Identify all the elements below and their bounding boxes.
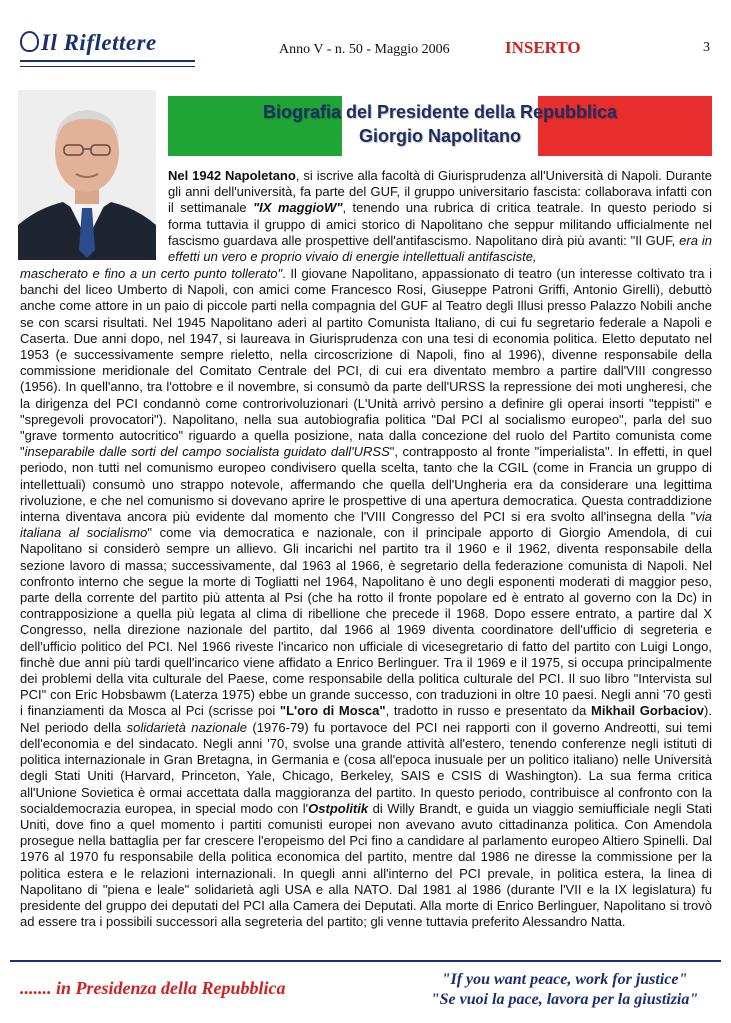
footer-section-label: ....... in Presidenza della Repubblica xyxy=(20,978,286,998)
text-run: Ostpolitik xyxy=(308,800,369,816)
footer-quote-italian: "Se vuoi la pace, lavora per la giustizia" xyxy=(430,991,699,1008)
page-header xyxy=(0,0,731,70)
logo-mark-icon xyxy=(20,31,39,52)
footer-quote xyxy=(418,970,711,1010)
newsletter-logo xyxy=(20,30,157,56)
text-run: , tenendo una rubrica di critica teatrale. In questo periodo si forma tuttavia il gruppo di amici storico di Napolitano che seppur militando ufficialmente nel fascismo guardava alle prospettive dell'antifascismo. Napolitano dirà più avanti: "Il GUF, xyxy=(168,200,712,248)
text-run: solidarietà nazionale xyxy=(126,719,247,735)
text-run: Mikhail Gorbaciov xyxy=(591,703,705,719)
title-line-2: Giorgio Napolitano xyxy=(359,126,521,146)
portrait-illustration xyxy=(18,90,156,260)
text-run: ). Nel periodo della xyxy=(20,703,712,735)
text-run: " come via democratica e nazionale, con il principale apporto di Giorgio Amendola, di cui Napolitano si considerò sempre un allievo. Gli incarichi nel partito tra il 1960 e il 1962, diventa responsabile della sezione lavoro di massa; successivamente, dal 1963 al 1966, è segretario della federazione comunista di Napoli. Nel confronto interno che segue la morte di Togliatti nel 1964, Napolitano è uno degli esponenti moderati di maggior peso, parte della corrente del partito più attenta al Psi (che ha rotto il fronte popolare ed è entrato al governo con la Dc) in contrapposizione a quella più legata al clima di ribellione che precede il 1968. Dopo essere entrato, a partire dal X Congresso, nella direzione nazionale del partito, dal 1966 al 1969 diventa coordinatore dell'ufficio di segreteria e dell'ufficio politico del PCI. Nel 1966 riveste l'incarico non ufficiale di vicesegretario di fatto del partito con Luigi Longo, finchè due anni più tardi quell'incarico viene affidato a Enrico Berlinguer. Tra il 1969 e il 1975, si occupa principalmente dei problemi della vita culturale del Paese, come responsabile della politica culturale del PCI. Il suo libro "Intervista sul PCI" con Eric Hobsbawm (Laterza 1975) ebbe un grande successo, con traduzioni in oltre 10 paesi. Negli anni '70 gestì i finanziamenti da Mosca al Pci (scrisse poi xyxy=(20,525,712,719)
text-run: mascherato e fino a un certo punto tollerato" xyxy=(20,266,283,281)
page-number: 3 xyxy=(703,40,710,55)
inserto-label: INSERTO xyxy=(505,38,581,57)
text-run: (1976-79) fu portavoce del PCI nei rapporti con il governo Andreotti, sui temi dell'economia e del sindacato. Negli anni '70, svolse una grande attività all'estero, tenendo conferenze negli istituti di politica internazionale in Gran Bretagna, in Germania e (cosa all'epoca inusuale per un politico italiano) nelle Università degli Stati Uniti (Harvard, Princeton, Yale, Chicago, Berkeley, SAIS e CSIS di Washington). La sua ferma critica all'Unione Sovietica è ormai accettata dalla maggioranza del partito. In questo periodo, contribuisce al confronto con la socialdemocrazia europea, in special modo con l' xyxy=(20,719,712,816)
footer-quote-english: "If you want peace, work for justice" xyxy=(441,971,688,988)
text-run: Nel 1942 Napoletano xyxy=(168,168,296,183)
bio-paragraph-1 xyxy=(168,168,712,265)
logo-underline xyxy=(20,60,195,67)
footer-divider xyxy=(10,960,721,962)
bio-paragraph-2 xyxy=(20,266,712,930)
logo-text: Il Riflettere xyxy=(41,30,157,55)
text-run: inseparabile dalle sorti del campo socialista guidato dall'URSS xyxy=(24,444,390,460)
portrait-photo xyxy=(18,90,156,260)
text-run: "L'oro di Mosca" xyxy=(279,703,386,719)
text-run: via italiana al socialismo xyxy=(20,509,712,541)
title-line-1: Biografia del Presidente della Repubblica xyxy=(262,102,618,122)
issue-info: Anno V - n. 50 - Maggio 2006 xyxy=(279,42,450,57)
text-run: . Il giovane Napolitano, appassionato di teatro (un interesse coltivato tra i banchi del liceo Umberto di Napoli, con amici come Francesco Rosi, Giuseppe Patroni Griffi, Antonio Girelli), debuttò anche come attore in un paio di piccole parti nella compagnia del GUF al Teatro degli Illusi presso Palazzo Nobili anche se con scarsi risultati. Nel 1945 Napolitano aderì al partito Comunista Italiano, di cui fu segretario federale a Napoli e Caserta. Due anni dopo, nel 1947, si laureava in Giurisprudenza con una tesi di economia politica. Eletto deputato nel 1953 (e successivamente sempre rieletto, nella circoscrizione di Napoli, fino al 1996), divenne responsabile della commissione meridionale del Comitato Centrale del PCI, di cui era diventato membro a partire dall'VIII congresso (1956). In quell'anno, tra l'ottobre e il novembre, si consumò da parte dell'URSS la repressione dei moti ungheresi, che la dirigenza del PCI condannò come controrivoluzionari (L'Unità arrivò persino a definire gli operai insorti "teppisti" e "spregevoli provocatori"). Napolitano, nella sua autobiografia politica "Dal PCI al socialismo europeo", parla del suo "grave tormento autocritico" riguardo a quella posizione, nata dalla concezione del ruolo del Partito comunista come " xyxy=(20,266,712,460)
text-run: di Willy Brandt, e guida un viaggio semiufficiale negli Stati Uniti, dove fino a quel momento i partiti comunisti europei non avevano avuto cittadinanza politica. Con Amendola prosegue nella battaglia per far crescere l'eropeismo del Pci fino a candidare al parlamento europeo Altiero Spinelli. Dal 1976 al 1970 fu responsabile della politica economica del partito, mentre dal 1986 ne diresse la commissione per la politica estera e le relazioni internazionali. In quegli anni all'interno del PCI prevale, in politica estera, la linea di Napolitano di "piena e leale" solidarietà agli USA e alla NATO. Dal 1981 al 1986 (durante l'VII e la IX legislatura) fu presidente del gruppo dei deputati del PCI alla Camera dei Deputati. Alla morte di Enrico Berlinguer, Napolitano si trovò ad essere tra i possibili successori alla segreteria del partito; gli venne tuttavia preferito Alessandro Natta. xyxy=(20,800,712,930)
text-run: , tradotto in russo e presentato da xyxy=(385,703,591,719)
biography-title xyxy=(168,100,712,148)
text-run: "IX maggioW" xyxy=(253,200,343,216)
text-run: era in effetti un vero e proprio vivaio di energie intellettuali antifasciste, xyxy=(168,232,712,265)
text-run: ", contrapposto al fronte "imperialista". In effetti, in quel periodo, non tutti nel comunismo europeo condivisero quella scelta, tanto che la CGIL (come in Francia un gruppo di intellettuali) consumò uno strappo notevole, affermando che quella dell'Ungheria era da considerare una legittima rivoluzione, e che nel comunismo si dovevano aprire le prospettive di una apertura democratica. Questa contraddizione interna diventava ancora più evidente dal momento che l'VIII Congresso del PCI si era svolto all'insegna della " xyxy=(20,444,712,525)
text-run: , si iscrive alla facoltà di Giurisprudenza all'Università di Napoli. Durante gli anni dell'università, fa parte del GUF, il gruppo universitario fascista: collaborava infatti con il settimanale xyxy=(168,168,713,216)
